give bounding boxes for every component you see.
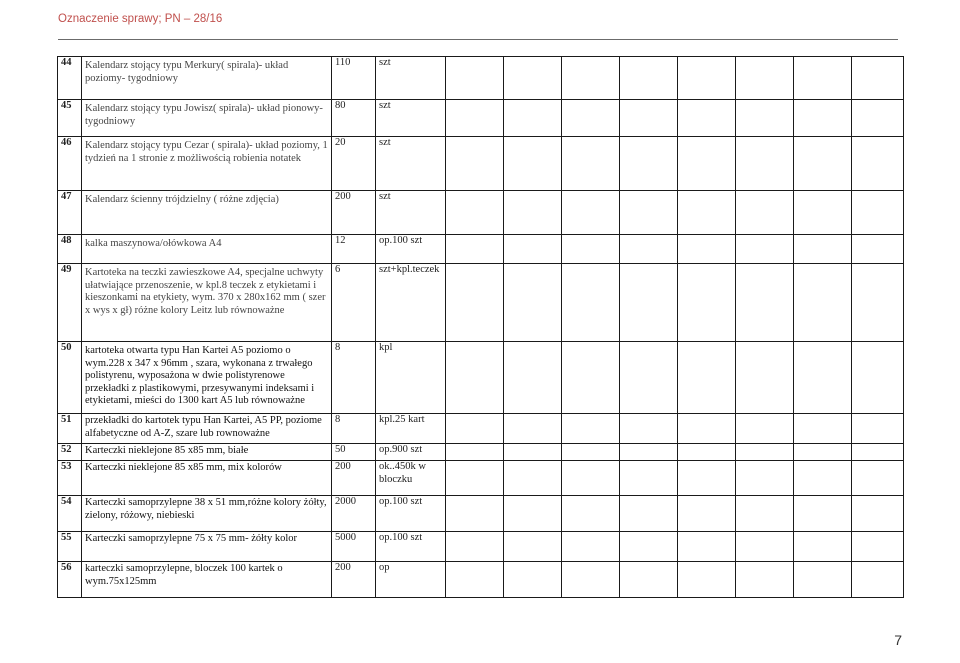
table-row xyxy=(58,461,904,496)
empty-cell xyxy=(678,342,736,414)
item-unit: szt xyxy=(376,57,446,100)
empty-cell xyxy=(562,342,620,414)
empty-cell xyxy=(446,235,504,264)
empty-cell xyxy=(504,57,562,100)
empty-cell xyxy=(620,264,678,342)
empty-cell xyxy=(562,496,620,532)
empty-cell xyxy=(446,137,504,191)
empty-cell xyxy=(620,414,678,444)
empty-cell xyxy=(562,461,620,496)
empty-cell xyxy=(794,532,852,562)
table-row xyxy=(58,191,904,235)
empty-cell xyxy=(620,496,678,532)
table-row xyxy=(58,444,904,461)
empty-cell xyxy=(678,264,736,342)
empty-cell xyxy=(794,264,852,342)
item-description: Karteczki nieklejone 85 x85 mm, mix kolorów xyxy=(82,461,332,496)
item-unit: szt xyxy=(376,137,446,191)
empty-cell xyxy=(620,444,678,461)
item-number: 48 xyxy=(58,235,82,264)
empty-cell xyxy=(562,444,620,461)
empty-cell xyxy=(678,414,736,444)
table-row xyxy=(58,264,904,342)
item-number: 49 xyxy=(58,264,82,342)
table-row xyxy=(58,414,904,444)
empty-cell xyxy=(794,100,852,137)
item-number: 56 xyxy=(58,562,82,598)
empty-cell xyxy=(794,235,852,264)
item-unit: ok..450k w bloczku xyxy=(376,461,446,496)
item-unit: op xyxy=(376,562,446,598)
empty-cell xyxy=(504,100,562,137)
empty-cell xyxy=(446,191,504,235)
empty-cell xyxy=(852,444,904,461)
empty-cell xyxy=(736,496,794,532)
empty-cell xyxy=(620,532,678,562)
item-description: Kartoteka na teczki zawieszkowe A4, specjalne uchwyty ułatwiające przenoszenie, w kpl.8 teczek z etykietami i kieszonkami na etykiety, wym. 370 x 280x162 mm ( szer x wys x gł) różne kolory Leitz lub równoważne xyxy=(82,264,332,342)
empty-cell xyxy=(794,414,852,444)
item-number: 46 xyxy=(58,137,82,191)
empty-cell xyxy=(504,191,562,235)
item-unit: op.100 szt xyxy=(376,532,446,562)
empty-cell xyxy=(562,191,620,235)
empty-cell xyxy=(794,461,852,496)
empty-cell xyxy=(678,532,736,562)
empty-cell xyxy=(736,532,794,562)
empty-cell xyxy=(852,100,904,137)
empty-cell xyxy=(504,235,562,264)
empty-cell xyxy=(678,562,736,598)
empty-cell xyxy=(562,137,620,191)
table-row xyxy=(58,496,904,532)
item-description: Kalendarz stojący typu Cezar ( spirala)- układ poziomy, 1 tydzień na 1 stronie z możliwością robienia notatek xyxy=(82,137,332,191)
empty-cell xyxy=(852,461,904,496)
item-number: 45 xyxy=(58,100,82,137)
empty-cell xyxy=(794,57,852,100)
empty-cell xyxy=(852,496,904,532)
table-row xyxy=(58,532,904,562)
item-description: Kalendarz ścienny trójdzielny ( różne zdjęcia) xyxy=(82,191,332,235)
empty-cell xyxy=(446,444,504,461)
empty-cell xyxy=(446,562,504,598)
empty-cell xyxy=(562,264,620,342)
item-quantity: 50 xyxy=(332,444,376,461)
empty-cell xyxy=(852,57,904,100)
item-quantity: 8 xyxy=(332,414,376,444)
empty-cell xyxy=(736,342,794,414)
item-description: Karteczki samoprzylepne 38 x 51 mm,różne kolory żółty, zielony, różowy, niebieski xyxy=(82,496,332,532)
empty-cell xyxy=(562,532,620,562)
empty-cell xyxy=(620,562,678,598)
item-description: Karteczki nieklejone 85 x85 mm, białe xyxy=(82,444,332,461)
item-quantity: 80 xyxy=(332,100,376,137)
empty-cell xyxy=(852,264,904,342)
item-unit: op.100 szt xyxy=(376,496,446,532)
empty-cell xyxy=(562,57,620,100)
item-unit: op.100 szt xyxy=(376,235,446,264)
item-quantity: 12 xyxy=(332,235,376,264)
item-description: kartoteka otwarta typu Han Kartei A5 poziomo o wym.228 x 347 x 96mm , szara, wykonana z trwałego polistyrenu, wyposażona w dwie polistyrenowe przekładki z plastikowymi, przesywanymi indeksami i etykietami, mieści do 1300 kart A5 lub równoważne xyxy=(82,342,332,414)
empty-cell xyxy=(736,100,794,137)
empty-cell xyxy=(736,57,794,100)
empty-cell xyxy=(678,100,736,137)
empty-cell xyxy=(562,100,620,137)
empty-cell xyxy=(794,191,852,235)
empty-cell xyxy=(678,496,736,532)
empty-cell xyxy=(852,191,904,235)
empty-cell xyxy=(852,235,904,264)
header-rule xyxy=(58,39,898,40)
empty-cell xyxy=(678,461,736,496)
empty-cell xyxy=(446,532,504,562)
item-unit: szt+kpl.teczek xyxy=(376,264,446,342)
empty-cell xyxy=(794,444,852,461)
document-header: Oznaczenie sprawy; PN – 28/16 xyxy=(58,13,223,25)
item-number: 44 xyxy=(58,57,82,100)
empty-cell xyxy=(794,137,852,191)
empty-cell xyxy=(852,137,904,191)
empty-cell xyxy=(504,414,562,444)
empty-cell xyxy=(736,235,794,264)
empty-cell xyxy=(446,342,504,414)
item-quantity: 110 xyxy=(332,57,376,100)
empty-cell xyxy=(794,496,852,532)
empty-cell xyxy=(446,414,504,444)
item-number: 53 xyxy=(58,461,82,496)
empty-cell xyxy=(852,562,904,598)
empty-cell xyxy=(678,57,736,100)
page-number: 7 xyxy=(894,632,902,648)
empty-cell xyxy=(736,562,794,598)
empty-cell xyxy=(446,264,504,342)
item-number: 47 xyxy=(58,191,82,235)
table-row xyxy=(58,562,904,598)
empty-cell xyxy=(504,137,562,191)
empty-cell xyxy=(446,100,504,137)
item-unit: kpl.25 kart xyxy=(376,414,446,444)
item-quantity: 5000 xyxy=(332,532,376,562)
item-description: Kalendarz stojący typu Jowisz( spirala)- układ pionowy- tygodniowy xyxy=(82,100,332,137)
item-quantity: 6 xyxy=(332,264,376,342)
empty-cell xyxy=(678,235,736,264)
table-row xyxy=(58,57,904,100)
item-quantity: 200 xyxy=(332,562,376,598)
empty-cell xyxy=(736,264,794,342)
items-table xyxy=(57,56,904,598)
item-description: Karteczki samoprzylepne 75 x 75 mm- żółty kolor xyxy=(82,532,332,562)
empty-cell xyxy=(504,496,562,532)
empty-cell xyxy=(562,235,620,264)
empty-cell xyxy=(562,414,620,444)
empty-cell xyxy=(620,57,678,100)
item-quantity: 8 xyxy=(332,342,376,414)
item-number: 52 xyxy=(58,444,82,461)
item-description: Kalendarz stojący typu Merkury( spirala)- układ poziomy- tygodniowy xyxy=(82,57,332,100)
empty-cell xyxy=(504,532,562,562)
item-unit: szt xyxy=(376,191,446,235)
empty-cell xyxy=(504,444,562,461)
item-unit: kpl xyxy=(376,342,446,414)
item-quantity: 2000 xyxy=(332,496,376,532)
item-quantity: 20 xyxy=(332,137,376,191)
empty-cell xyxy=(620,235,678,264)
empty-cell xyxy=(446,496,504,532)
empty-cell xyxy=(504,264,562,342)
item-number: 50 xyxy=(58,342,82,414)
empty-cell xyxy=(620,342,678,414)
empty-cell xyxy=(620,191,678,235)
item-unit: szt xyxy=(376,100,446,137)
empty-cell xyxy=(620,137,678,191)
empty-cell xyxy=(504,461,562,496)
table-row xyxy=(58,100,904,137)
empty-cell xyxy=(736,414,794,444)
empty-cell xyxy=(504,562,562,598)
item-description: przekładki do kartotek typu Han Kartei, A5 PP, poziome alfabetyczne od A-Z, szare lub rownoważne xyxy=(82,414,332,444)
item-number: 54 xyxy=(58,496,82,532)
item-number: 51 xyxy=(58,414,82,444)
item-number: 55 xyxy=(58,532,82,562)
empty-cell xyxy=(736,444,794,461)
empty-cell xyxy=(736,137,794,191)
item-quantity: 200 xyxy=(332,461,376,496)
table-row xyxy=(58,137,904,191)
empty-cell xyxy=(678,137,736,191)
table-row xyxy=(58,342,904,414)
empty-cell xyxy=(852,532,904,562)
empty-cell xyxy=(794,342,852,414)
empty-cell xyxy=(562,562,620,598)
empty-cell xyxy=(736,191,794,235)
item-unit: op.900 szt xyxy=(376,444,446,461)
item-quantity: 200 xyxy=(332,191,376,235)
item-description: kalka maszynowa/ołówkowa A4 xyxy=(82,235,332,264)
table-row xyxy=(58,235,904,264)
empty-cell xyxy=(794,562,852,598)
empty-cell xyxy=(678,191,736,235)
item-description: karteczki samoprzylepne, bloczek 100 kartek o wym.75x125mm xyxy=(82,562,332,598)
empty-cell xyxy=(504,342,562,414)
empty-cell xyxy=(446,461,504,496)
empty-cell xyxy=(446,57,504,100)
empty-cell xyxy=(852,414,904,444)
empty-cell xyxy=(620,461,678,496)
empty-cell xyxy=(736,461,794,496)
empty-cell xyxy=(852,342,904,414)
empty-cell xyxy=(620,100,678,137)
empty-cell xyxy=(678,444,736,461)
